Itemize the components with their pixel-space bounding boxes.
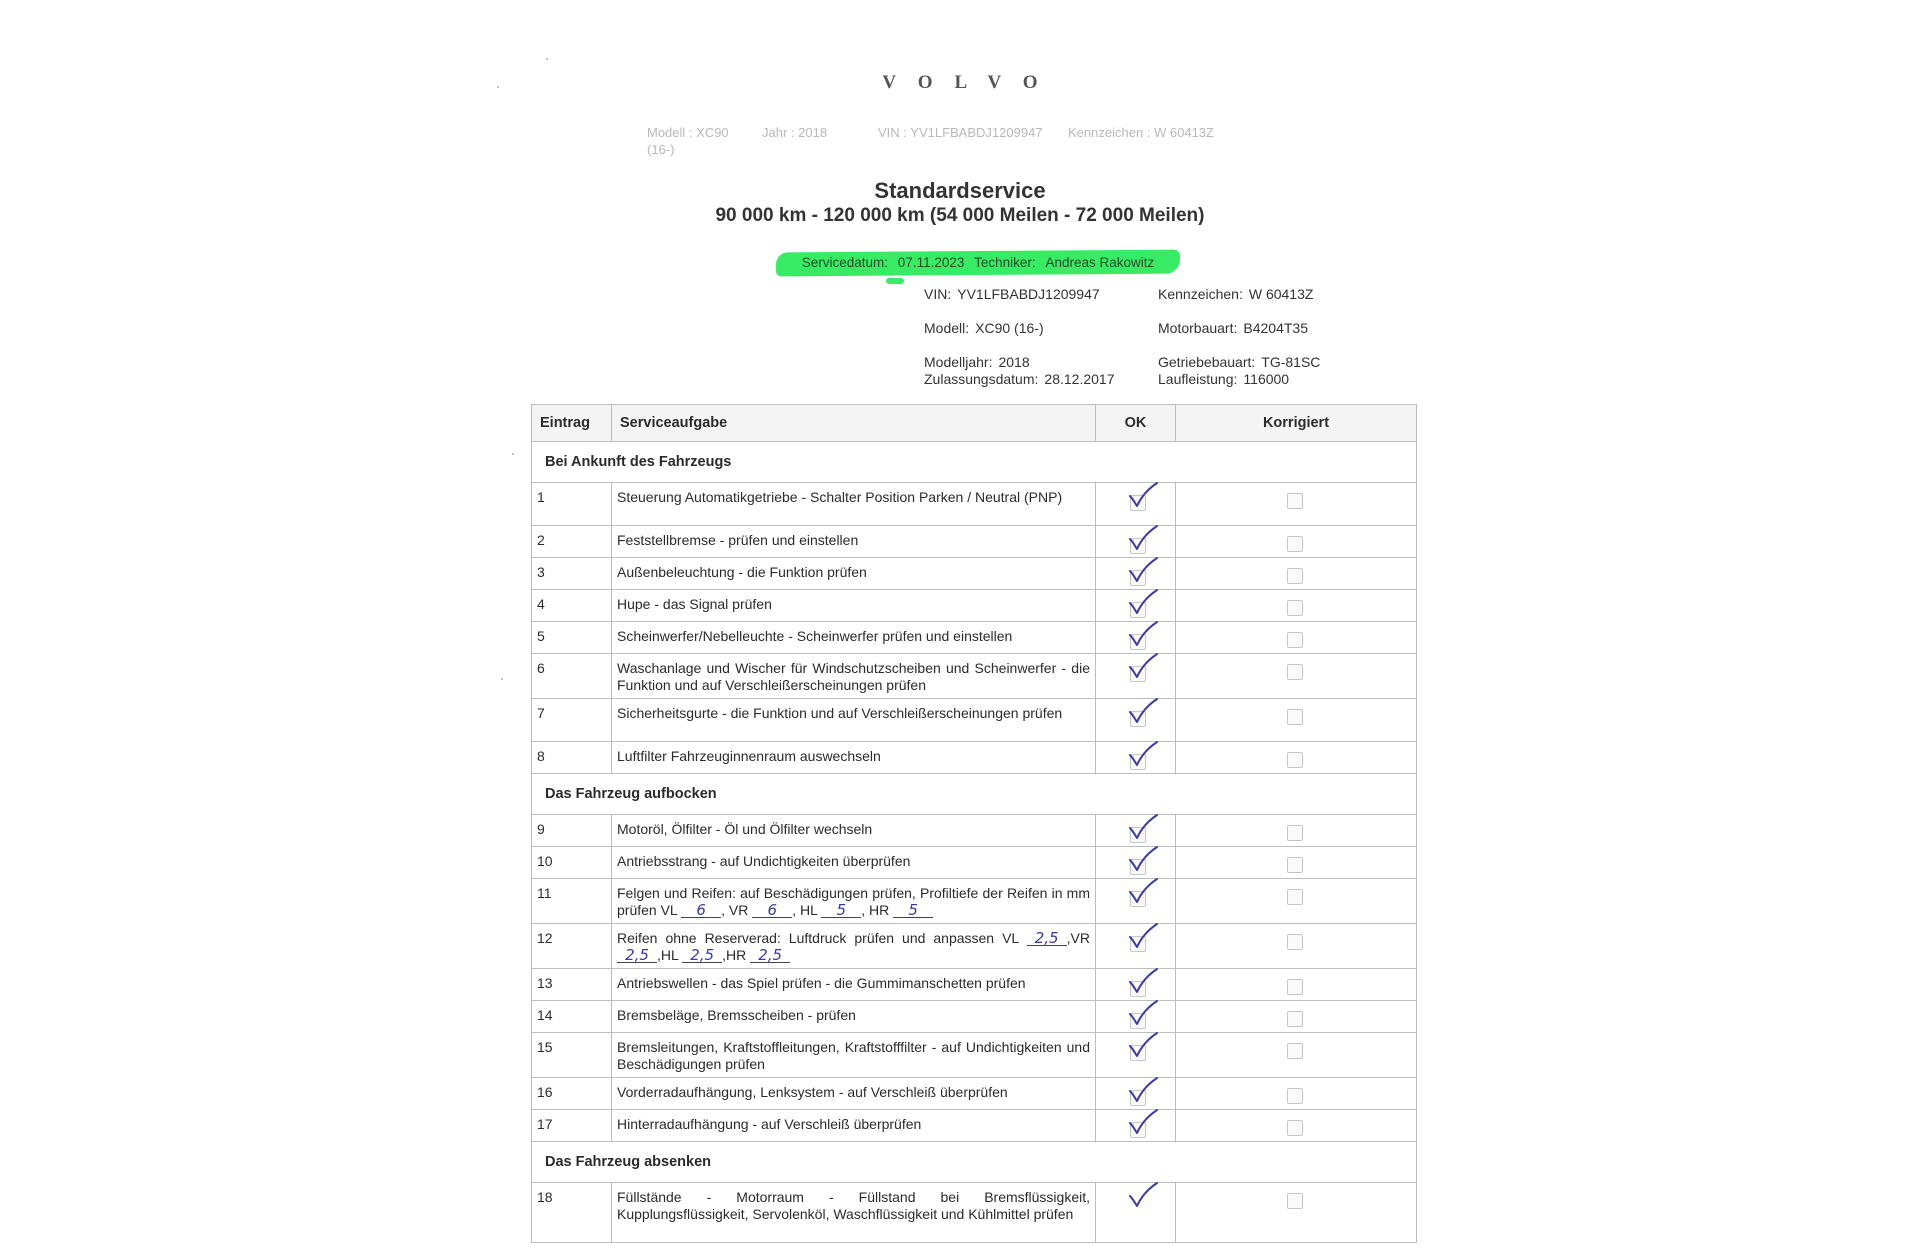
ok-cell — [1096, 558, 1176, 590]
section-row — [532, 442, 1417, 483]
service-checklist-table — [531, 404, 1417, 1243]
checkmark-icon — [1126, 812, 1160, 844]
task-text: Vorderradaufhängung, Lenksystem - auf Verschleiß überprüfen — [612, 1078, 1096, 1110]
pressure-rear-left: 2,5 — [682, 948, 722, 963]
table-body — [532, 442, 1417, 1243]
technician-label: Techniker: — [974, 255, 1036, 270]
corrected-cell — [1176, 699, 1417, 742]
corrected-cell — [1176, 1033, 1417, 1078]
task-text — [612, 879, 1096, 924]
entry-number: 11 — [532, 879, 612, 924]
corrected-checkbox[interactable] — [1287, 536, 1303, 552]
tread-label-rear-left: , HL — [792, 902, 818, 918]
table-row — [532, 1078, 1417, 1110]
corrected-checkbox[interactable] — [1287, 1011, 1303, 1027]
task-text: Hinterradaufhängung - auf Verschleiß überprüfen — [612, 1110, 1096, 1142]
vin-value: YV1LFBABDJ1209947 — [957, 286, 1100, 302]
ok-cell — [1096, 924, 1176, 969]
checkmark-icon — [1126, 844, 1160, 876]
checkmark-icon — [1126, 739, 1160, 771]
service-info — [776, 255, 1180, 270]
registration-value: 28.12.2017 — [1044, 371, 1115, 387]
pressure-front-right: 2,5 — [617, 948, 657, 963]
corrected-checkbox[interactable] — [1287, 709, 1303, 725]
table-header-row — [532, 405, 1417, 442]
table-row — [532, 654, 1417, 699]
ok-cell — [1096, 847, 1176, 879]
pressure-rear-right: 2,5 — [750, 948, 790, 963]
technician-name: Andreas Rakowitz — [1045, 255, 1155, 270]
checkmark-icon — [1126, 587, 1160, 619]
checkmark-icon — [1126, 921, 1160, 953]
corrected-checkbox[interactable] — [1287, 934, 1303, 950]
corrected-cell — [1176, 847, 1417, 879]
corrected-cell — [1176, 526, 1417, 558]
scan-speck — [512, 453, 514, 455]
model-value: XC90 (16-) — [975, 320, 1044, 336]
tread-label-front-right: , VR — [721, 902, 749, 918]
faded-plate: Kennzeichen : W 60413Z — [1068, 125, 1214, 140]
ok-cell — [1096, 1078, 1176, 1110]
corrected-cell — [1176, 924, 1417, 969]
table-row — [532, 847, 1417, 879]
corrected-cell — [1176, 1110, 1417, 1142]
vin-label: VIN: — [924, 286, 952, 302]
entry-number: 12 — [532, 924, 612, 969]
table-row — [532, 815, 1417, 847]
header-ok: OK — [1096, 405, 1176, 442]
ok-cell — [1096, 622, 1176, 654]
scan-speck — [501, 678, 503, 680]
header-entry: Eintrag — [532, 405, 612, 442]
corrected-cell — [1176, 590, 1417, 622]
model-year-field — [924, 354, 1030, 371]
model-field — [924, 320, 1044, 337]
tread-depth-front-left: 6 — [681, 903, 721, 918]
corrected-checkbox[interactable] — [1287, 664, 1303, 680]
checkmark-icon — [1126, 876, 1160, 908]
tread-depth-front-right: 6 — [752, 903, 792, 918]
entry-number: 18 — [532, 1183, 612, 1243]
section-lower: Das Fahrzeug absenken — [532, 1142, 1417, 1183]
task-text: Hupe - das Signal prüfen — [612, 590, 1096, 622]
ok-cell — [1096, 483, 1176, 526]
task-text: Steuerung Automatikgetriebe - Schalter Position Parken / Neutral (PNP) — [612, 483, 1096, 526]
entry-number: 6 — [532, 654, 612, 699]
corrected-cell — [1176, 879, 1417, 924]
corrected-checkbox[interactable] — [1287, 568, 1303, 584]
task-text: Antriebswellen - das Spiel prüfen - die Gummimanschetten prüfen — [612, 969, 1096, 1001]
entry-number: 8 — [532, 742, 612, 774]
pressure-label-front-right: ,VR — [1066, 930, 1091, 946]
task-text: Motoröl, Ölfilter - Öl und Ölfilter wechseln — [612, 815, 1096, 847]
corrected-checkbox[interactable] — [1287, 493, 1303, 509]
plate-value: W 60413Z — [1248, 286, 1314, 302]
checkmark-icon — [1126, 619, 1160, 651]
corrected-checkbox[interactable] — [1287, 1193, 1303, 1209]
corrected-cell — [1176, 1078, 1417, 1110]
checkmark-icon — [1126, 1075, 1160, 1107]
entry-number: 4 — [532, 590, 612, 622]
entry-number: 1 — [532, 483, 612, 526]
entry-number: 2 — [532, 526, 612, 558]
entry-number: 7 — [532, 699, 612, 742]
corrected-cell — [1176, 483, 1417, 526]
task-text-main: Reifen ohne Reserverad: Luftdruck prüfen und anpassen VL — [617, 930, 1019, 946]
corrected-cell — [1176, 742, 1417, 774]
registration-field — [924, 371, 1114, 388]
service-date: 07.11.2023 — [897, 255, 965, 270]
entry-number: 9 — [532, 815, 612, 847]
engine-value: B4204T35 — [1243, 320, 1308, 336]
checkmark-icon — [1126, 555, 1160, 587]
checkmark-icon — [1126, 1030, 1160, 1062]
corrected-cell — [1176, 654, 1417, 699]
tread-label-rear-right: , HR — [861, 902, 890, 918]
ok-cell — [1096, 590, 1176, 622]
faded-model: Modell : XC90 — [647, 125, 729, 140]
checkmark-icon — [1126, 480, 1160, 512]
task-text: Füllstände - Motorraum - Füllstand bei Bremsflüssigkeit, Kupplungsflüssigkeit, Servolenköl, Waschflüssigkeit und Kühlmittel prüfen — [612, 1183, 1096, 1243]
document-subtitle: 90 000 km - 120 000 km (54 000 Meilen - 72 000 Meilen) — [715, 205, 1205, 226]
mileage-label: Laufleistung: — [1158, 371, 1238, 387]
entry-number: 15 — [532, 1033, 612, 1078]
corrected-cell — [1176, 969, 1417, 1001]
entry-number: 10 — [532, 847, 612, 879]
table-row — [532, 1001, 1417, 1033]
entry-number: 17 — [532, 1110, 612, 1142]
ok-cell — [1096, 1033, 1176, 1078]
plate-label: Kennzeichen: — [1158, 286, 1243, 302]
corrected-cell — [1176, 815, 1417, 847]
task-text: Antriebsstrang - auf Undichtigkeiten überprüfen — [612, 847, 1096, 879]
ok-cell — [1096, 1110, 1176, 1142]
model-year-value: 2018 — [998, 354, 1030, 370]
checkmark-icon — [1126, 651, 1160, 683]
faded-model-sub: (16-) — [647, 142, 675, 157]
table-row — [532, 1183, 1417, 1243]
mileage-field — [1158, 371, 1289, 388]
ok-cell — [1096, 654, 1176, 699]
corrected-checkbox[interactable] — [1287, 857, 1303, 873]
corrected-checkbox[interactable] — [1287, 979, 1303, 995]
ok-cell — [1096, 1183, 1176, 1243]
ok-cell — [1096, 526, 1176, 558]
entry-number: 14 — [532, 1001, 612, 1033]
mileage-value: 116000 — [1243, 371, 1290, 387]
task-text: Waschanlage und Wischer für Windschutzscheiben und Scheinwerfer - die Funktion und auf Verschleißerscheinungen prüfen — [612, 654, 1096, 699]
pressure-front-left: 2,5 — [1027, 931, 1067, 946]
corrected-checkbox[interactable] — [1287, 1043, 1303, 1059]
document-title: Standardservice — [874, 178, 1046, 203]
section-row — [532, 774, 1417, 815]
table-row — [532, 969, 1417, 1001]
vin-field — [924, 286, 1100, 303]
checkmark-icon — [1126, 966, 1160, 998]
table-row — [532, 742, 1417, 774]
task-text — [612, 924, 1096, 969]
task-text: Sicherheitsgurte - die Funktion und auf Verschleißerscheinungen prüfen — [612, 699, 1096, 742]
scan-speck — [546, 58, 548, 60]
gearbox-field — [1158, 354, 1320, 371]
table-row — [532, 590, 1417, 622]
ok-cell — [1096, 699, 1176, 742]
checkmark-icon — [1126, 1180, 1160, 1212]
task-text: Bremsbeläge, Bremsscheiben - prüfen — [612, 1001, 1096, 1033]
checkmark-icon — [1126, 696, 1160, 728]
tread-depth-rear-left: 5 — [821, 903, 861, 918]
corrected-checkbox[interactable] — [1287, 752, 1303, 768]
pressure-label-rear-left: ,HL — [657, 947, 679, 963]
table-row — [532, 622, 1417, 654]
corrected-checkbox[interactable] — [1287, 600, 1303, 616]
task-text: Feststellbremse - prüfen und einstellen — [612, 526, 1096, 558]
plate-field — [1158, 286, 1313, 303]
ok-cell — [1096, 1001, 1176, 1033]
header-corrected: Korrigiert — [1176, 405, 1417, 442]
entry-number: 3 — [532, 558, 612, 590]
model-label: Modell: — [924, 320, 970, 336]
engine-label: Motorbauart: — [1158, 320, 1238, 336]
gearbox-label: Getriebebauart: — [1158, 354, 1256, 370]
corrected-checkbox[interactable] — [1287, 825, 1303, 841]
entry-number: 13 — [532, 969, 612, 1001]
task-text: Scheinwerfer/Nebelleuchte - Scheinwerfer prüfen und einstellen — [612, 622, 1096, 654]
faded-year: Jahr : 2018 — [762, 125, 828, 140]
table-row — [532, 1033, 1417, 1078]
corrected-checkbox[interactable] — [1287, 1120, 1303, 1136]
faded-vin: VIN : YV1LFBABDJ1209947 — [878, 125, 1043, 140]
task-text: Bremsleitungen, Kraftstoffleitungen, Kraftstofffilter - auf Undichtigkeiten und Beschädigungen prüfen — [612, 1033, 1096, 1078]
registration-label: Zulassungsdatum: — [924, 371, 1039, 387]
table-row — [532, 526, 1417, 558]
table-row — [532, 1110, 1417, 1142]
corrected-cell — [1176, 558, 1417, 590]
ok-cell — [1096, 969, 1176, 1001]
ok-cell — [1096, 879, 1176, 924]
checkmark-icon — [1126, 523, 1160, 555]
corrected-checkbox[interactable] — [1287, 632, 1303, 648]
checkmark-icon — [1126, 998, 1160, 1030]
volvo-logo: VOLVO — [882, 72, 1060, 93]
section-arrival: Bei Ankunft des Fahrzeugs — [532, 442, 1417, 483]
task-text: Luftfilter Fahrzeuginnenraum auswechseln — [612, 742, 1096, 774]
checkmark-icon — [1126, 1107, 1160, 1139]
corrected-checkbox[interactable] — [1287, 889, 1303, 905]
table-row — [532, 924, 1417, 969]
task-text-main: Felgen und Reifen: auf Beschädigungen prüfen, Profiltiefe der Reifen in mm prüfen VL — [617, 885, 1090, 918]
marker-highlight-tail — [886, 278, 904, 284]
entry-number: 16 — [532, 1078, 612, 1110]
table-row — [532, 483, 1417, 526]
corrected-cell — [1176, 622, 1417, 654]
corrected-checkbox[interactable] — [1287, 1088, 1303, 1104]
service-date-label: Servicedatum: — [801, 255, 889, 270]
table-row — [532, 699, 1417, 742]
tread-depth-rear-right: 5 — [893, 903, 933, 918]
table-row — [532, 879, 1417, 924]
pressure-label-rear-right: ,HR — [722, 947, 747, 963]
section-lift: Das Fahrzeug aufbocken — [532, 774, 1417, 815]
gearbox-value: TG-81SC — [1261, 354, 1321, 370]
section-row — [532, 1142, 1417, 1183]
entry-number: 5 — [532, 622, 612, 654]
engine-field — [1158, 320, 1308, 337]
model-year-label: Modelljahr: — [924, 354, 993, 370]
table-row — [532, 558, 1417, 590]
ok-cell — [1096, 815, 1176, 847]
corrected-cell — [1176, 1183, 1417, 1243]
corrected-cell — [1176, 1001, 1417, 1033]
header-task: Serviceaufgabe — [612, 405, 1096, 442]
task-text: Außenbeleuchtung - die Funktion prüfen — [612, 558, 1096, 590]
ok-cell — [1096, 742, 1176, 774]
